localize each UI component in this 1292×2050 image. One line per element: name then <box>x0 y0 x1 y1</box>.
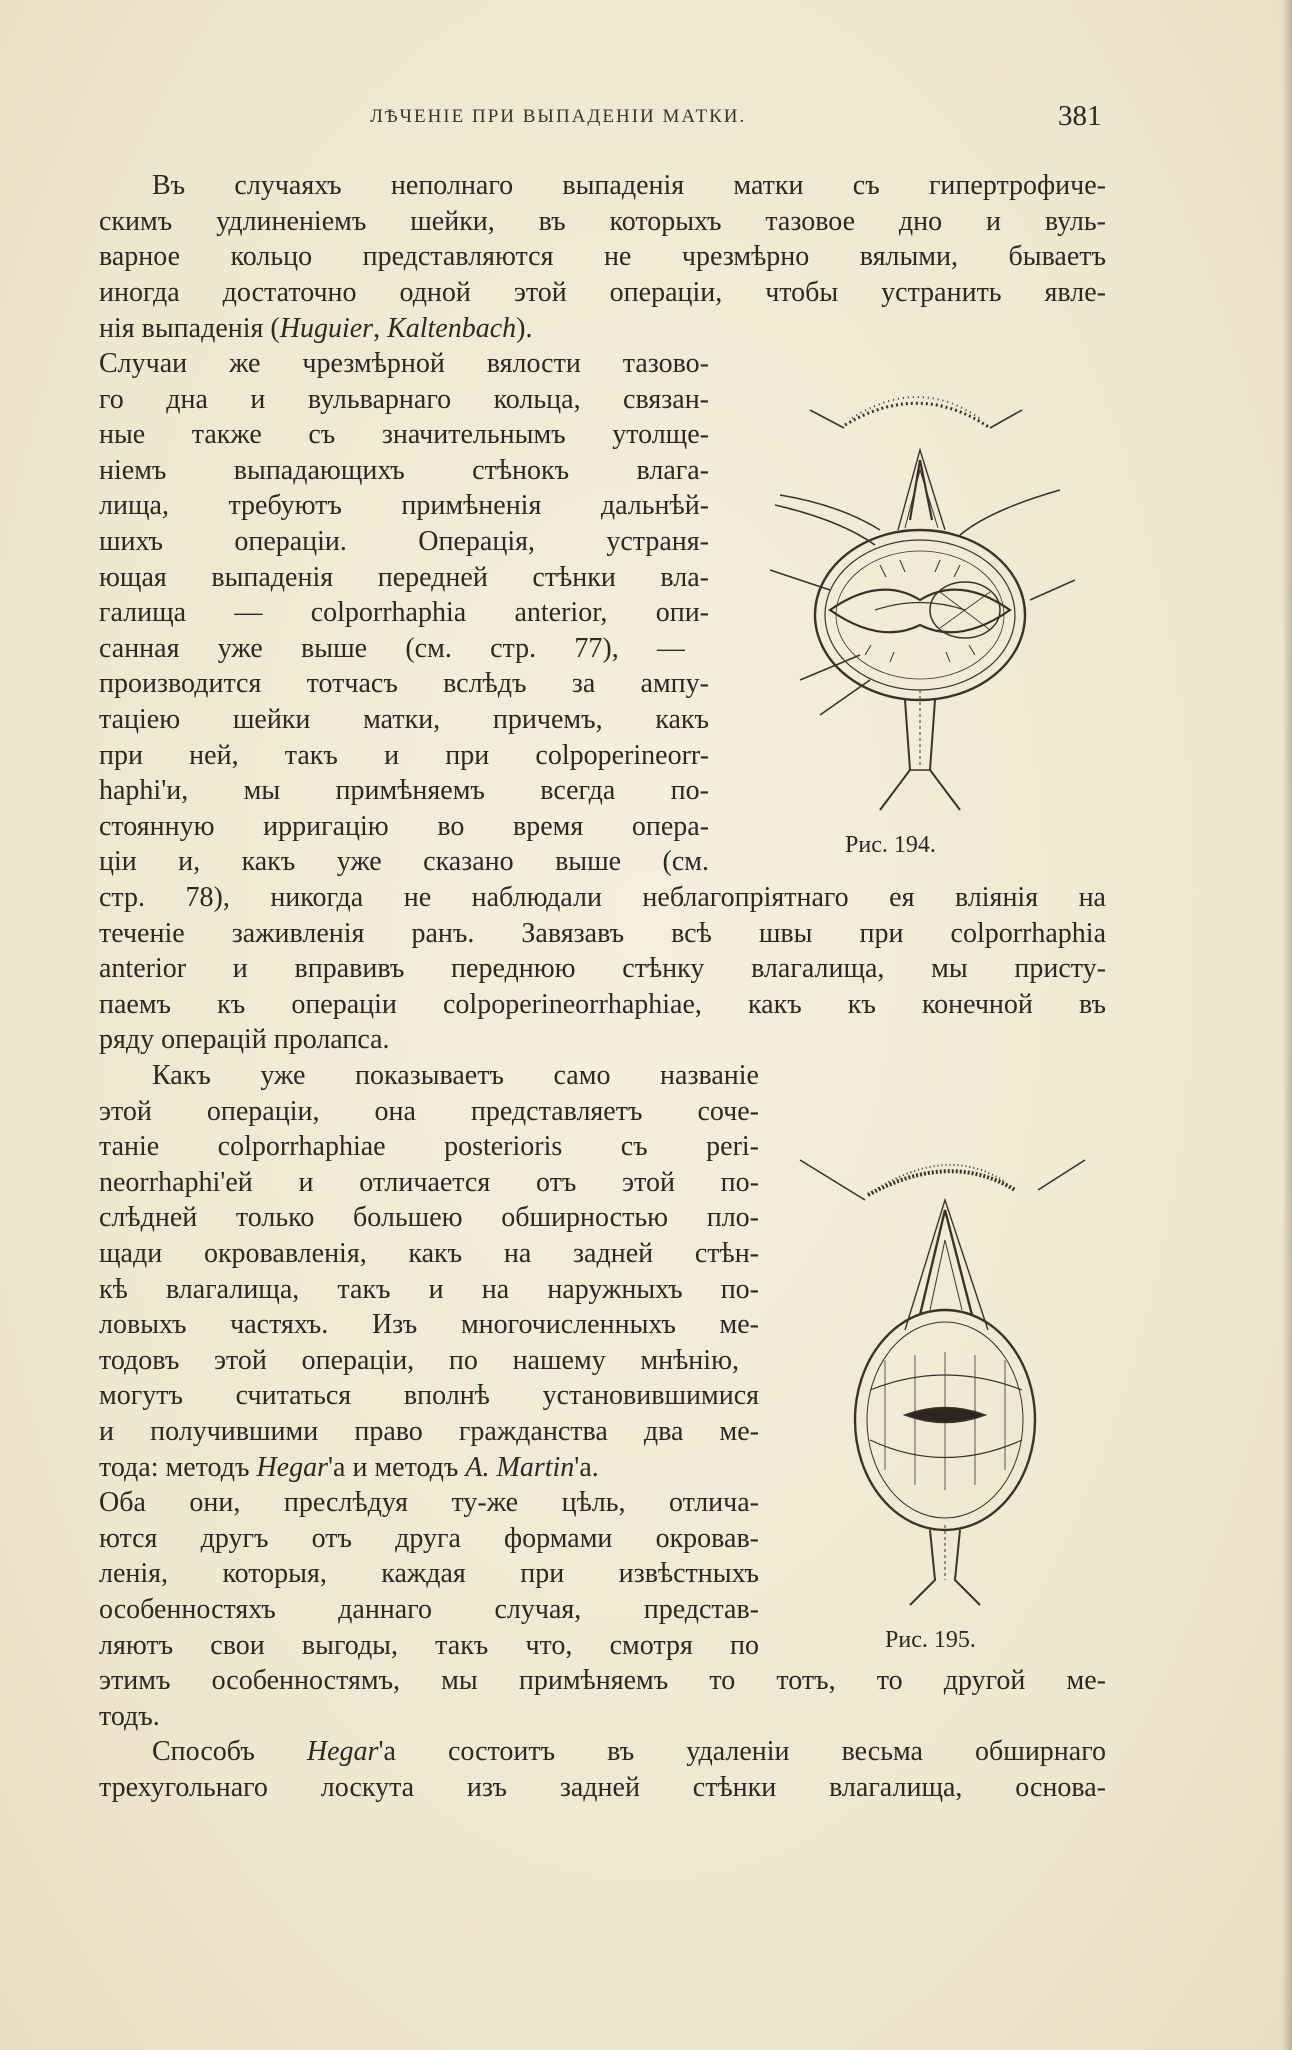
text-span: ). <box>516 313 533 344</box>
text-line: особенностяхъ даннаго случая, представ- <box>99 1594 759 1625</box>
author-name: Hegar <box>306 1736 379 1767</box>
text-line: кѣ влагалища, такъ и на наружныхъ по- <box>99 1274 759 1305</box>
text-line: при ней, такъ и при colpoperineorr- <box>99 740 709 771</box>
text-line: neorrhaphi'ей и отличается отъ этой по- <box>99 1167 759 1198</box>
text-line: шихъ операціи. Операція, устраня- <box>99 526 709 557</box>
text-line: ные также съ значительнымъ утолще- <box>99 419 709 450</box>
text-line: Какъ уже показываетъ само названіе <box>152 1060 759 1091</box>
text-line: трехугольнаго лоскута изъ задней стѣнки влагалища, основа- <box>99 1772 1106 1803</box>
text-span: 'а. <box>574 1452 599 1483</box>
text-line: ряду операцій пролапса. <box>99 1024 390 1055</box>
text-span: , <box>373 313 388 344</box>
text-line: haphi'и, мы примѣняемъ всегда по- <box>99 775 709 806</box>
text-line: ніемъ выпадающихъ стѣнокъ влага- <box>99 455 709 486</box>
text-line: anterior и вправивъ переднюю стѣнку влагалища, мы присту- <box>99 953 1106 984</box>
figure-195-caption: Рис. 195. <box>885 1627 976 1653</box>
text-line: паемъ къ операціи colpoperineorrhaphiae, какъ къ конечной въ <box>99 989 1106 1020</box>
page-edge-shadow <box>1282 0 1292 2050</box>
author-name: A. Martin <box>465 1452 575 1483</box>
running-head: ЛѢЧЕНІЕ ПРИ ВЫПАДЕНІИ МАТКИ. <box>370 106 747 127</box>
author-name: Kaltenbach <box>387 313 517 344</box>
text-line: стоянную ирригацію во время опера- <box>99 811 709 842</box>
text-line: лища, требуютъ примѣненія дальнѣй- <box>99 490 709 521</box>
text-line: этимъ особенностямъ, мы примѣняемъ то тотъ, то другой ме- <box>99 1665 1106 1696</box>
figure-195-drawing <box>790 1130 1090 1610</box>
text-line: иногда достаточно одной этой операціи, чтобы устранить явле- <box>99 277 1106 308</box>
text-span: 'а состоитъ въ удаленіи весьма обширнаго <box>378 1736 1106 1767</box>
author-name: Hegar <box>256 1452 328 1483</box>
text-line: ленія, которыя, каждая при извѣстныхъ <box>99 1558 759 1589</box>
text-line: производится тотчасъ вслѣдъ за ампу- <box>99 668 709 699</box>
text-line: этой операціи, она представляетъ соче- <box>99 1096 759 1127</box>
text-line: санная уже выше (см. стр. 77), — <box>99 633 685 664</box>
text-line: ющая выпаденія передней стѣнки вла- <box>99 562 709 593</box>
figure-194-drawing <box>760 370 1090 840</box>
text-line: Оба они, преслѣдуя ту-же цѣль, отлича- <box>99 1487 759 1518</box>
text-line: Случаи же чрезмѣрной вялости тазово- <box>99 348 709 379</box>
text-line: ются другъ отъ друга формами окровав- <box>99 1523 759 1554</box>
text-line: ціи и, какъ уже сказано выше (см. <box>99 846 709 877</box>
text-line: галища — colporrhaphia anterior, опи- <box>99 597 709 628</box>
text-line <box>99 1450 599 1486</box>
text-span: Способъ <box>152 1736 307 1767</box>
text-line: варное кольцо представляются не чрезмѣрно вялыми, бываетъ <box>99 241 1106 272</box>
text-line: и получившими право гражданства два ме- <box>99 1416 759 1447</box>
text-line: ловыхъ частяхъ. Изъ многочисленныхъ ме- <box>99 1309 759 1340</box>
text-line <box>152 1734 1106 1770</box>
text-line: таніе colporrhaphiae posterioris съ peri- <box>99 1131 759 1162</box>
figure-194-illustration <box>760 370 1090 840</box>
text-span: нія выпаденія ( <box>99 313 280 344</box>
text-line: слѣдней только большею обширностью пло- <box>99 1202 759 1233</box>
text-span: 'а и методъ <box>328 1452 466 1483</box>
figure-194-caption: Рис. 194. <box>845 832 936 858</box>
author-name: Huguier <box>279 313 374 344</box>
text-line: теченіе заживленія ранъ. Завязавъ всѣ швы при colporrhaphia <box>99 918 1106 949</box>
text-line: таціею шейки матки, причемъ, какъ <box>99 704 709 735</box>
text-line: Въ случаяхъ неполнаго выпаденія матки съ гипертрофиче- <box>152 170 1106 201</box>
text-line <box>99 311 532 347</box>
text-line: тодовъ этой операціи, по нашему мнѣнію, <box>99 1345 739 1376</box>
text-line: тодъ. <box>99 1701 160 1732</box>
page-number: 381 <box>1058 100 1102 132</box>
text-span: тода: методъ <box>99 1452 257 1483</box>
text-line: щади окровавленія, какъ на задней стѣн- <box>99 1238 759 1269</box>
text-line: стр. 78), никогда не наблюдали неблагопріятнаго ея вліянія на <box>99 882 1106 913</box>
text-line: скимъ удлиненіемъ шейки, въ которыхъ тазовое дно и вуль- <box>99 206 1106 237</box>
page-header <box>0 100 1292 140</box>
text-line: ляютъ свои выгоды, такъ что, смотря по <box>99 1630 759 1661</box>
figure-195-illustration <box>790 1130 1090 1610</box>
text-line: го дна и вульварнаго кольца, связан- <box>99 384 709 415</box>
text-line: могутъ считаться вполнѣ установившимися <box>99 1380 759 1411</box>
